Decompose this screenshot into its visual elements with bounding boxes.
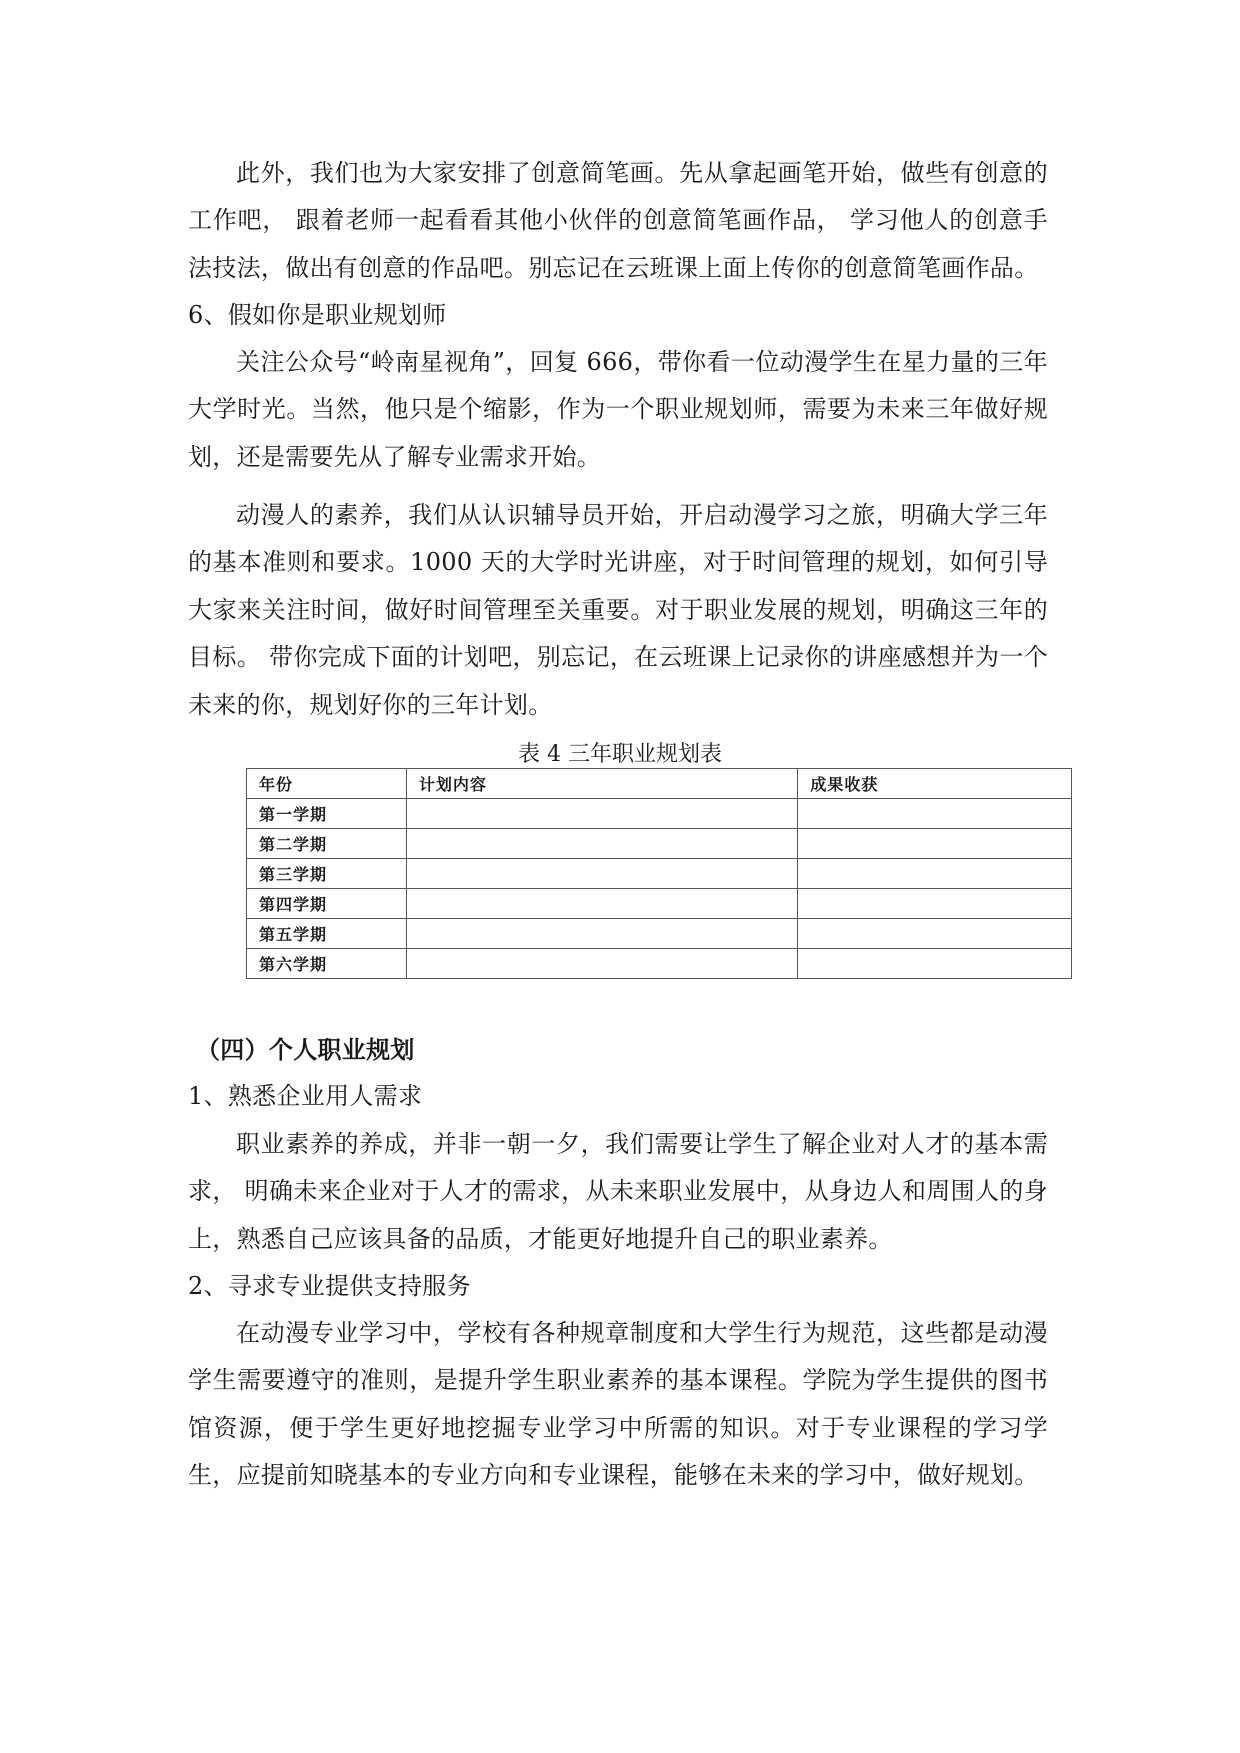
- table-cell-term: 第六学期: [247, 949, 407, 979]
- table-cell-results[interactable]: [798, 889, 1072, 919]
- column-header-year: 年份: [247, 769, 407, 799]
- table-cell-plan[interactable]: [406, 829, 797, 859]
- table-cell-term: 第四学期: [247, 889, 407, 919]
- table-row: [247, 949, 1072, 979]
- paragraph-professional-literacy: 职业素养的养成，并非一朝一夕，我们需要让学生了解企业对人才的基本需求， 明确未来企业对于人才的需求，从未来职业发展中，从身边人和周围人的身上，熟悉自己应该具备的品质，才能更好地提升自己的职业素养。: [188, 1130, 1048, 1253]
- paragraph-creative-drawing: 此外，我们也为大家安排了创意简笔画。先从拿起画笔开始，做些有创意的工作吧， 跟着老师一起看看其他小伙伴的创意简笔画作品， 学习他人的创意手法技法，做出有创意的作品吧。别忘记在云班课上面上传你的创意简笔画作品。: [188, 159, 1048, 282]
- table-cell-term: 第二学期: [247, 829, 407, 859]
- paragraph-anime-literacy: 动漫人的素养，我们从认识辅导员开始，开启动漫学习之旅，明确大学三年的基本准则和要求。1000 天的大学时光讲座，对于时间管理的规划，如何引导大家来关注时间，做好时间管理至关重要。对于职业发展的规划，明确这三年的目标。 带你完成下面的计划吧，别忘记，在云班课上记录你的讲座感想并为一个未来的你，规划好你的三年计划。: [188, 501, 1048, 719]
- paragraph-public-account: 关注公众号“岭南星视角”，回复 666，带你看一位动漫学生在星力量的三年大学时光。当然，他只是个缩影，作为一个职业规划师，需要为未来三年做好规划，还是需要先从了解专业需求开始。: [188, 348, 1048, 471]
- table-cell-plan[interactable]: [406, 949, 797, 979]
- paragraph-rules-and-resources: 在动漫专业学习中，学校有各种规章制度和大学生行为规范，这些都是动漫学生需要遵守的准则，是提升学生职业素养的基本课程。学院为学生提供的图书馆资源，便于学生更好地挖掘专业学习中所需的知识。对于专业课程的学习学生，应提前知晓基本的专业方向和专业课程，能够在未来的学习中，做好规划。: [188, 1319, 1048, 1490]
- career-plan-table: [246, 768, 1072, 979]
- table-cell-plan[interactable]: [406, 799, 797, 829]
- table-cell-term: 第一学期: [247, 799, 407, 829]
- table-cell-plan[interactable]: [406, 889, 797, 919]
- column-header-results: 成果收获: [798, 769, 1072, 799]
- table-cell-results[interactable]: [798, 949, 1072, 979]
- table-row: [247, 919, 1072, 949]
- table-cell-term: 第五学期: [247, 919, 407, 949]
- table-cell-results[interactable]: [798, 829, 1072, 859]
- table-cell-plan[interactable]: [406, 859, 797, 889]
- heading-career-planner: 6、假如你是职业规划师: [188, 301, 447, 329]
- table-row: [247, 889, 1072, 919]
- table-header-row: [247, 769, 1072, 799]
- column-header-plan: 计划内容: [406, 769, 797, 799]
- section-heading-personal-career: （四）个人职业规划: [196, 1035, 415, 1064]
- heading-enterprise-needs: 1、熟悉企业用人需求: [188, 1082, 423, 1110]
- table-row: [247, 799, 1072, 829]
- table-row: [247, 829, 1072, 859]
- table-row: [247, 859, 1072, 889]
- table-caption: 表 4 三年职业规划表: [518, 742, 722, 767]
- table-cell-plan[interactable]: [406, 919, 797, 949]
- table-cell-results[interactable]: [798, 919, 1072, 949]
- table-cell-results[interactable]: [798, 799, 1072, 829]
- table-cell-term: 第三学期: [247, 859, 407, 889]
- table-cell-results[interactable]: [798, 859, 1072, 889]
- heading-support-services: 2、寻求专业提供支持服务: [188, 1272, 471, 1300]
